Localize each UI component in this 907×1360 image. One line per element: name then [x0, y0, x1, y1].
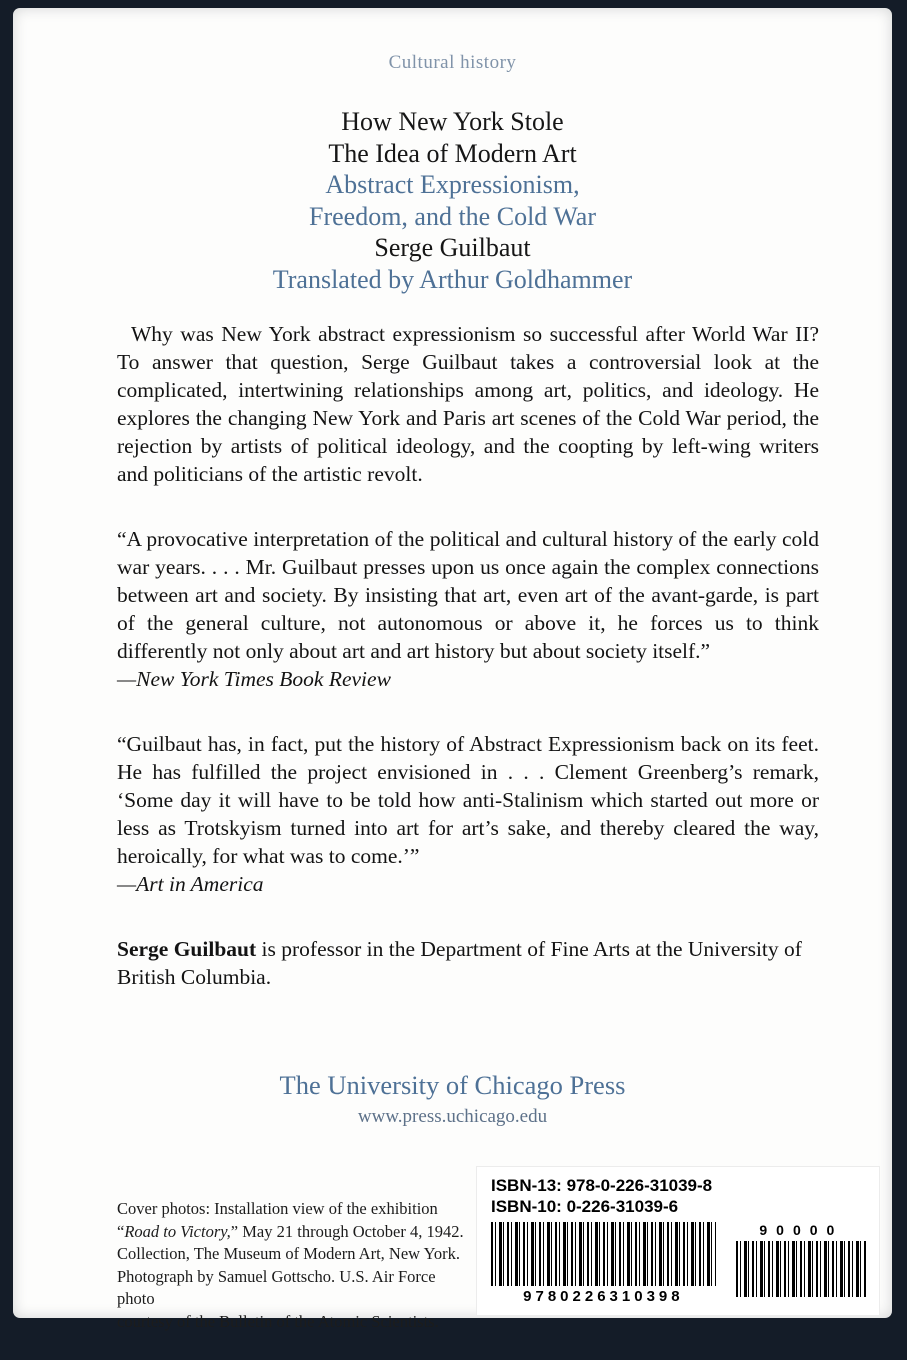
isbn13-text: ISBN-13: 978-0-226-31039-8	[491, 1176, 713, 1195]
cover-background	[13, 8, 892, 1331]
credits-line-1: Cover photos: Installation view of the exhibition	[117, 1199, 438, 1218]
credits-line-2-rest: ” May 21 through October 4, 1942.	[230, 1221, 464, 1241]
credits-line-3: Collection, The Museum of Modern Art, New York.	[117, 1244, 460, 1263]
title-block	[13, 106, 892, 295]
book-title-line2: The Idea of Modern Art	[328, 138, 577, 168]
barcode-panel	[476, 1166, 880, 1316]
credits-open-quote: “	[117, 1221, 125, 1241]
ean13-block	[491, 1222, 716, 1305]
credits-line-4: Photograph by Samuel Gottscho. U.S. Air Force photo	[117, 1266, 436, 1308]
author-bio-text: is professor in the Department of Fine Arts at the University of British Columbia.	[117, 937, 802, 989]
author-bio	[117, 935, 819, 991]
addon-block	[736, 1222, 867, 1305]
ean13-barcode	[491, 1222, 716, 1286]
credits-line-2	[117, 1221, 476, 1244]
publisher-block	[13, 1070, 892, 1128]
addon-barcode	[736, 1241, 867, 1297]
publisher-website: www.press.uchicago.edu	[357, 1106, 548, 1127]
review-attribution-nyt: —New York Times Book Review	[117, 667, 391, 691]
text-column	[117, 320, 819, 991]
book-subtitle-line2: Freedom, and the Cold War	[309, 201, 596, 231]
barcode-row	[491, 1222, 867, 1305]
ean13-number: 9780226310398	[523, 1288, 684, 1305]
credits-line-5: courtesy of the Bulletin of the Atomic Scientists.	[117, 1311, 439, 1331]
category-label: Cultural history	[388, 52, 517, 73]
publisher-name: The University of Chicago Press	[279, 1070, 626, 1100]
review-quote-art-in-america: “Guilbaut has, in fact, put the history of Abstract Expressionism back on its feet. He has fulfilled the project envisioned in . . . Clement Greenberg’s remark, ‘Some day it will have to be told how anti-Stalinism which started out more or less as Trotskyism turned into art for art’s sake, and thereby cleared the way, heroically, for what was to come.’”	[117, 732, 819, 868]
review-attribution-art-in-america: —Art in America	[117, 872, 264, 896]
addon-number: 90000	[759, 1222, 844, 1238]
review-quote-nyt: “A provocative interpretation of the political and cultural history of the early cold war years. . . . Mr. Guilbaut presses upon us once again the complex connections between art and society. By insisting that art, even art of the avant-garde, is part of the general culture, not autonomous or above it, he forces us to think differently not only about art and art history but about society itself.”	[117, 527, 819, 663]
author-name: Serge Guilbaut	[374, 233, 531, 262]
book-subtitle-line1: Abstract Expressionism,	[325, 170, 580, 199]
cover-photo-credits	[117, 1166, 476, 1333]
credits-exhibition-title: Road to Victory,	[124, 1221, 231, 1241]
translator-credit: Translated by Arthur Goldhammer	[272, 264, 633, 294]
isbn10-text: ISBN-10: 0-226-31039-6	[491, 1197, 679, 1216]
bottom-section	[117, 1166, 880, 1333]
book-title-line1: How New York Stole	[341, 107, 564, 136]
description-paragraph: Why was New York abstract expressionism so successful after World War II? To answer that question, Serge Guilbaut takes a controversial look at the complicated, intertwining relationships among art, politics, and ideology. He explores the changing New York and Paris art scenes of the Cold War period, the rejection by artists of political ideology, and the coopting by left-wing writers and politicians of the artistic revolt.	[117, 322, 819, 486]
author-bio-name: Serge Guilbaut	[117, 937, 257, 961]
